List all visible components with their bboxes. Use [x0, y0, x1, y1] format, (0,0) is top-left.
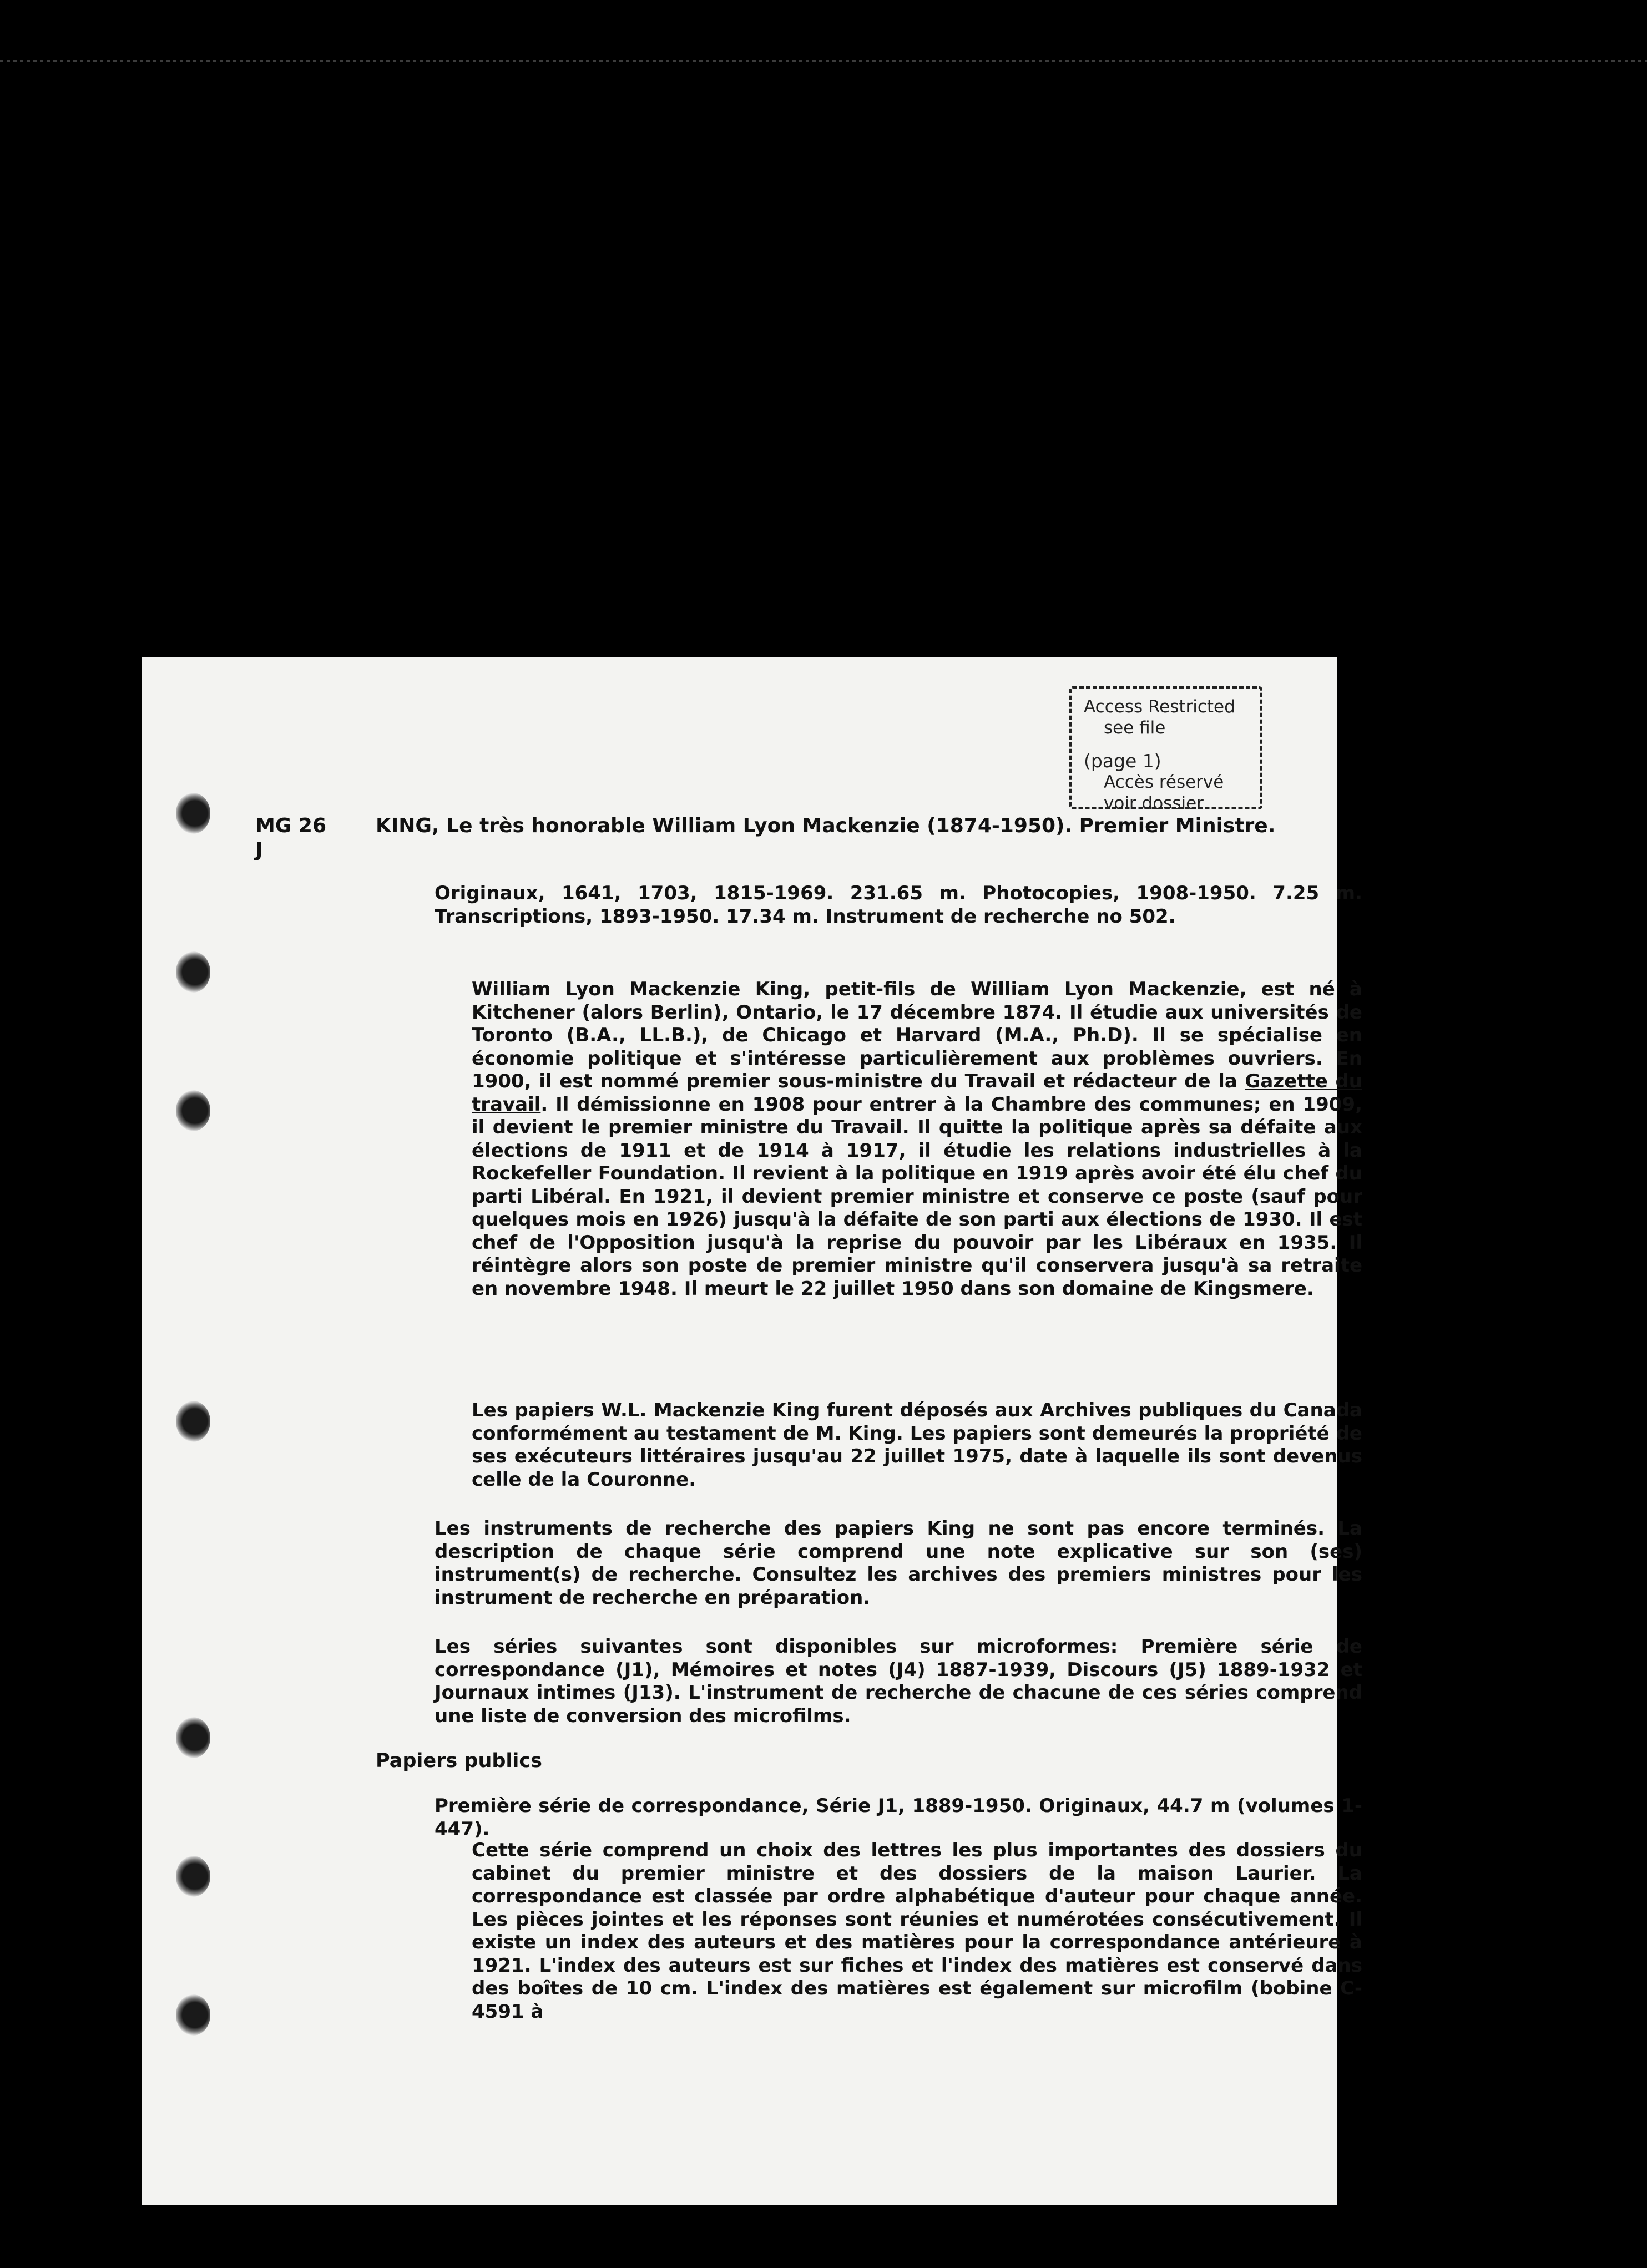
biography-paragraph — [472, 978, 1362, 1300]
punch-hole — [176, 1401, 210, 1442]
stamp-page-ref: (page 1) — [1084, 750, 1161, 772]
section-heading: Papiers publics — [376, 1750, 542, 1772]
scan-edge-line — [0, 60, 1647, 62]
punch-hole — [176, 1090, 210, 1131]
series-title: Première série de correspondance, Série J1, 1889-1950. Originaux, 44.7 m (volumes 1-447). — [435, 1795, 1362, 1840]
biography-text: William Lyon Mackenzie King, petit-fils de William Lyon Mackenzie, est né à Kitchener (alors Berlin), Ontario, le 17 décembre 1874. Il étudie aux universités de Toronto (B.A., LL.B.), de Chicago et Harvard (M.A., Ph.D). Il se spécialise en économie politique et s'intéresse particulièrement aux problèmes ouvriers. En 1900, il est nommé premier sous-ministre du Travail et rédacteur de la — [472, 978, 1362, 1092]
fonds-code-line: MG 26 — [255, 814, 327, 837]
microforms-paragraph: Les séries suivantes sont disponibles sur microformes: Première série de correspondance (J1), Mémoires et notes (J4) 1887-1939, Discours (J5) 1889-1932 et Journaux intimes (J13). L'instrument de recherche de chacune de ces séries comprend une liste de conversion des microfilms. — [435, 1636, 1362, 1727]
punch-hole — [176, 951, 210, 993]
extent-paragraph: Originaux, 1641, 1703, 1815-1969. 231.65 m. Photocopies, 1908-1950. 7.25 m. Transcriptions, 1893-1950. 17.34 m. Instrument de recherche no 502. — [435, 882, 1362, 928]
biography-text: . Il démissionne en 1908 pour entrer à la Chambre des communes; en 1909, il devient le premier ministre du Travail. Il quitte la politique après sa défaite aux élections de 1911 et de 1914 à 1917, il étudie les relations industrielles à la Rockefeller Foundation. Il revient à la politique en 1919 après avoir été élu chef du parti Libéral. En 1921, il devient premier ministre et conserve ce poste (sauf pour quelques mois en 1926) jusqu'à la défaite de son parti aux élections de 1930. Il est chef de l'Opposition jusqu'à la reprise du pouvoir par les Libéraux en 1935. Il réintègre alors son poste de premier ministre qu'il conservera jusqu'à sa retraite en novembre 1948. Il meurt le 22 juillet 1950 dans son domaine de Kingsmere. — [472, 1093, 1362, 1300]
stamp-line: Accès réservé — [1104, 772, 1224, 792]
finding-aids-paragraph: Les instruments de recherche des papiers King ne sont pas encore terminés. La description de chaque série comprend une note explicative sur son (ses) instrument(s) de recherche. Consultez les archives des premiers ministres pour les instrument de recherche en préparation. — [435, 1517, 1362, 1609]
punch-hole — [176, 1717, 210, 1758]
gazette-title: Gazette du travail — [472, 1070, 1362, 1116]
fonds-code — [255, 814, 326, 863]
punch-hole — [176, 1994, 210, 2036]
custody-paragraph: Les papiers W.L. Mackenzie King furent déposés aux Archives publiques du Canada conformément au testament de M. King. Les papiers sont demeurés la propriété de ses exécuteurs littéraires jusqu'au 22 juillet 1975, date à laquelle ils sont devenus celle de la Couronne. — [472, 1399, 1362, 1491]
fonds-code-line: J — [255, 839, 263, 862]
document-page — [142, 657, 1362, 2205]
punch-hole — [176, 793, 210, 834]
stamp-line: voir dossier — [1104, 793, 1204, 813]
stamp-line: see file — [1104, 718, 1166, 738]
stamp-line: Access Restricted — [1084, 697, 1235, 717]
punch-hole — [176, 1856, 210, 1897]
fonds-title: KING, Le très honorable William Lyon Mackenzie (1874-1950). Premier Ministre. — [376, 814, 1276, 837]
series-description: Cette série comprend un choix des lettres les plus importantes des dossiers du cabinet du premier ministre et des dossiers de la maison Laurier. La correspondance est classée par ordre alphabétique d'auteur pour chaque année. Les pièces jointes et les réponses sont réunies et numérotées consécutivement. Il existe un index des auteurs et des matières pour la correspondance antérieure à 1921. L'index des auteurs est sur fiches et l'index des matières est conservé dans des boîtes de 10 cm. L'index des matières est également sur microfilm (bobine C-4591 à — [472, 1839, 1362, 2023]
access-restricted-stamp — [1069, 686, 1262, 813]
